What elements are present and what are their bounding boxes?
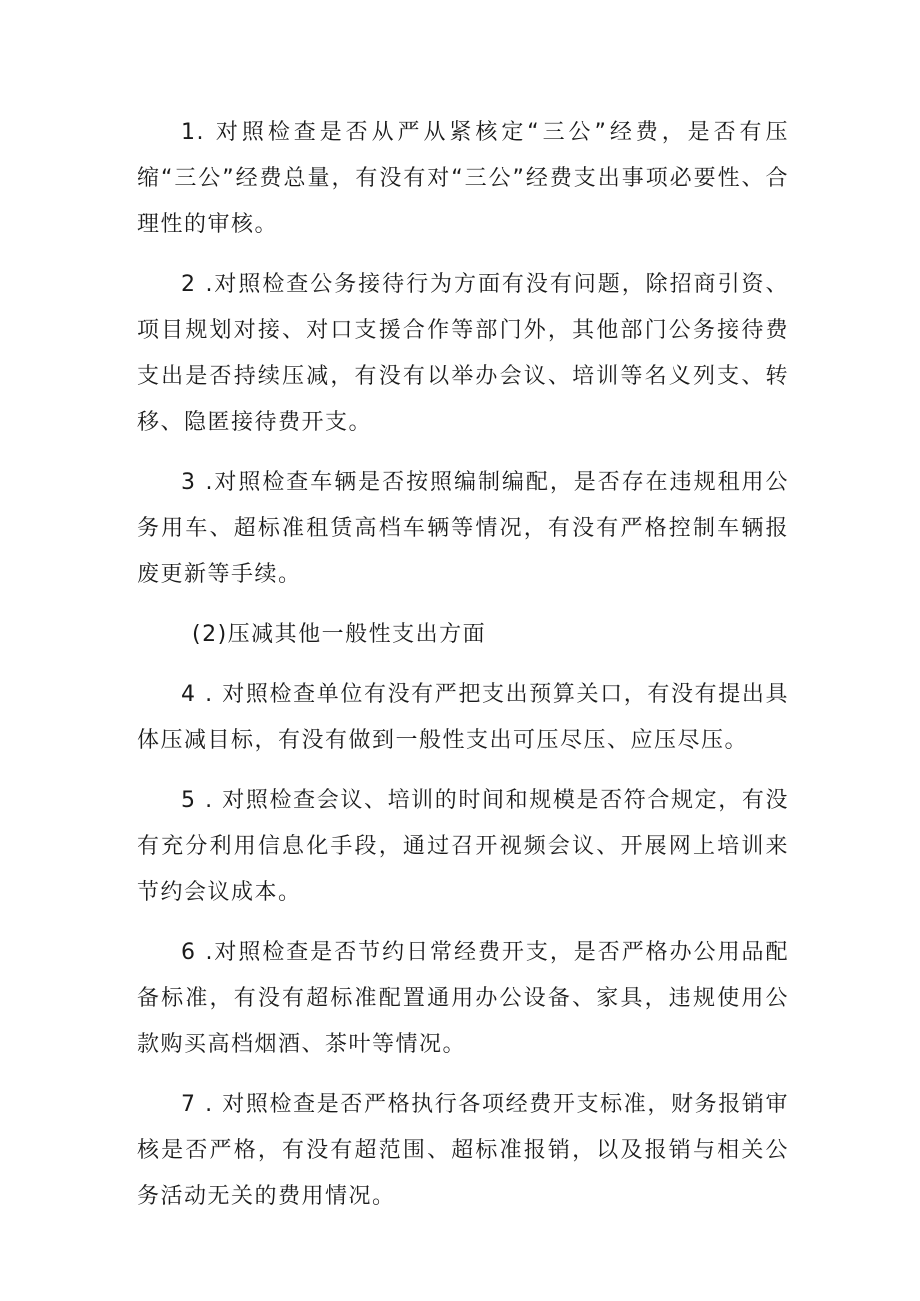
paragraph-1: 1. 对照检查是否从严从紧核定“三公”经费，是否有压缩“三公”经费总量，有没有对“三公”经费支出事项必要性、合理性的审核。 [137, 120, 789, 237]
paragraph-5: 5 . 对照检查会议、培训的时间和规模是否符合规定，有没有充分利用信息化手段，通过召开视频会议、开展网上培训来节约会议成本。 [137, 788, 789, 905]
paragraph-7: 7 . 对照检查是否严格执行各项经费开支标准，财务报销审核是否严格，有没有超范围、超标准报销，以及报销与相关公务活动无关的费用情况。 [137, 1092, 789, 1209]
paragraph-2: 2 .对照检查公务接待行为方面有没有问题，除招商引资、项目规划对接、对口支援合作等部门外，其他部门公务接待费支出是否持续压减，有没有以举办会议、培训等名义列支、转移、隐匿接待费开支。 [137, 272, 789, 435]
paragraph-6: 6 .对照检查是否节约日常经费开支，是否严格办公用品配备标准，有没有超标准配置通用办公设备、家具，违规使用公款购买高档烟酒、茶叶等情况。 [137, 940, 789, 1057]
document-body [137, 110, 789, 1234]
paragraph-4: 4 . 对照检查单位有没有严把支出预算关口，有没有提出具体压减目标，有没有做到一般性支出可压尽压、应压尽压。 [137, 682, 789, 753]
section-heading: (2)压减其他一般性支出方面 [192, 622, 487, 647]
paragraph-3: 3 .对照检查车辆是否按照编制编配，是否存在违规租用公务用车、超标准租赁高档车辆等情况，有没有严格控制车辆报废更新等手续。 [137, 470, 789, 587]
